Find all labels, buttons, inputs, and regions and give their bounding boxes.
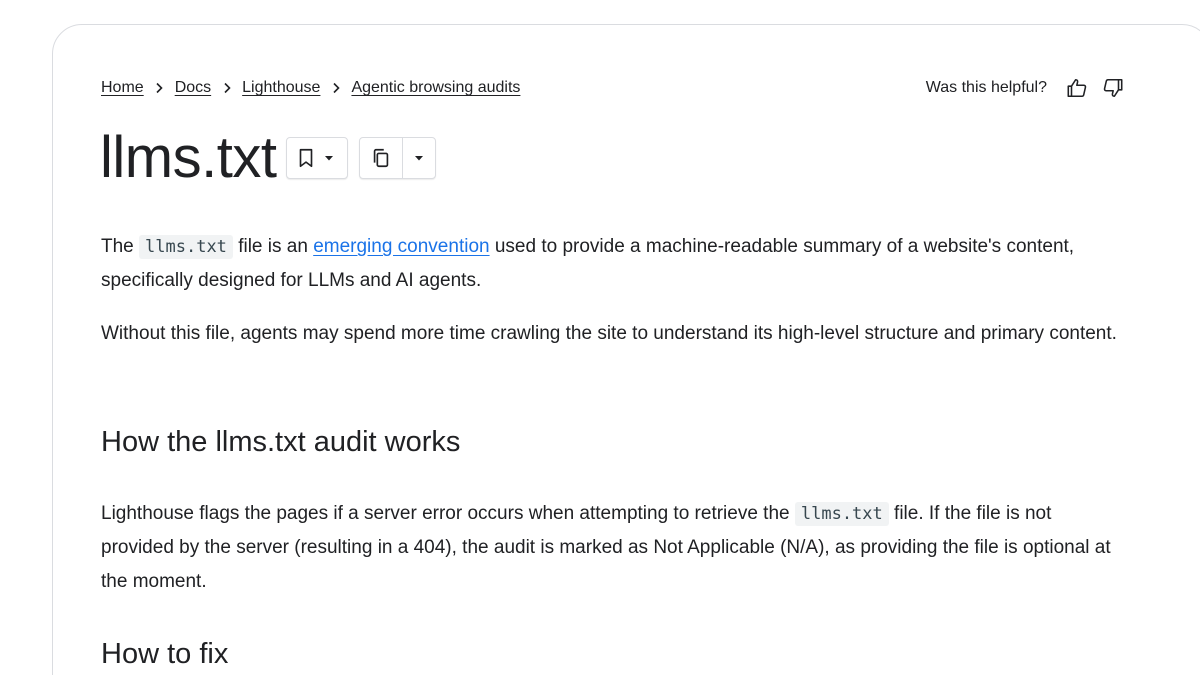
- chevron-right-icon: [320, 81, 351, 95]
- intro-paragraph-2: Without this file, agents may spend more time crawling the site to understand its high-level structure and primary content.: [101, 323, 1117, 344]
- intro-content: [101, 230, 1121, 351]
- intro-paragraph-1: [101, 230, 1121, 298]
- breadcrumb-lighthouse[interactable]: Lighthouse: [242, 79, 321, 96]
- chevron-right-icon: [211, 81, 242, 95]
- breadcrumb-home[interactable]: Home: [101, 79, 144, 96]
- emerging-convention-link[interactable]: emerging convention: [313, 236, 490, 257]
- caret-down-icon: [323, 152, 335, 164]
- inline-code-llms-txt: llms.txt: [795, 502, 889, 526]
- text-segment: used to provide a machine-readable summary of a website's content, specifically designed for LLMs and AI agents.: [101, 236, 1075, 291]
- breadcrumb-row: [101, 74, 1125, 102]
- audit-heading: How the llms.txt audit works: [101, 426, 461, 458]
- inline-code-llms-txt: llms.txt: [139, 235, 233, 259]
- feedback: [926, 76, 1125, 100]
- bookmark-icon: [295, 147, 317, 169]
- chevron-right-icon: [144, 81, 175, 95]
- text-segment: file. If the file is not provided by the server (resulting in a 404), the audit is marked as Not Applicable (N/A), as providing the file is optional at the moment.: [101, 503, 1111, 592]
- text-segment: Lighthouse flags the pages if a server error occurs when attempting to retrieve the: [101, 503, 795, 524]
- breadcrumb-docs[interactable]: Docs: [174, 79, 212, 96]
- breadcrumb: [101, 74, 520, 102]
- feedback-label: Was this helpful?: [925, 79, 1047, 96]
- text-segment: file is an: [232, 236, 314, 257]
- text-segment: The: [101, 236, 140, 257]
- thumb-down-icon[interactable]: [1101, 76, 1125, 100]
- copy-icon: [370, 147, 392, 169]
- thumb-up-icon[interactable]: [1065, 76, 1089, 100]
- audit-paragraph: [101, 497, 1121, 599]
- breadcrumb-agentic-browsing-audits[interactable]: Agentic browsing audits: [351, 79, 521, 96]
- fix-heading: How to fix: [101, 638, 229, 670]
- page-title: llms.txt: [100, 125, 277, 190]
- copy-page-button-group: [359, 137, 436, 179]
- copy-button[interactable]: [360, 138, 403, 178]
- bookmark-button[interactable]: [286, 137, 348, 179]
- copy-options-dropdown[interactable]: [403, 138, 435, 178]
- caret-down-icon: [413, 152, 425, 164]
- title-row: [100, 122, 436, 194]
